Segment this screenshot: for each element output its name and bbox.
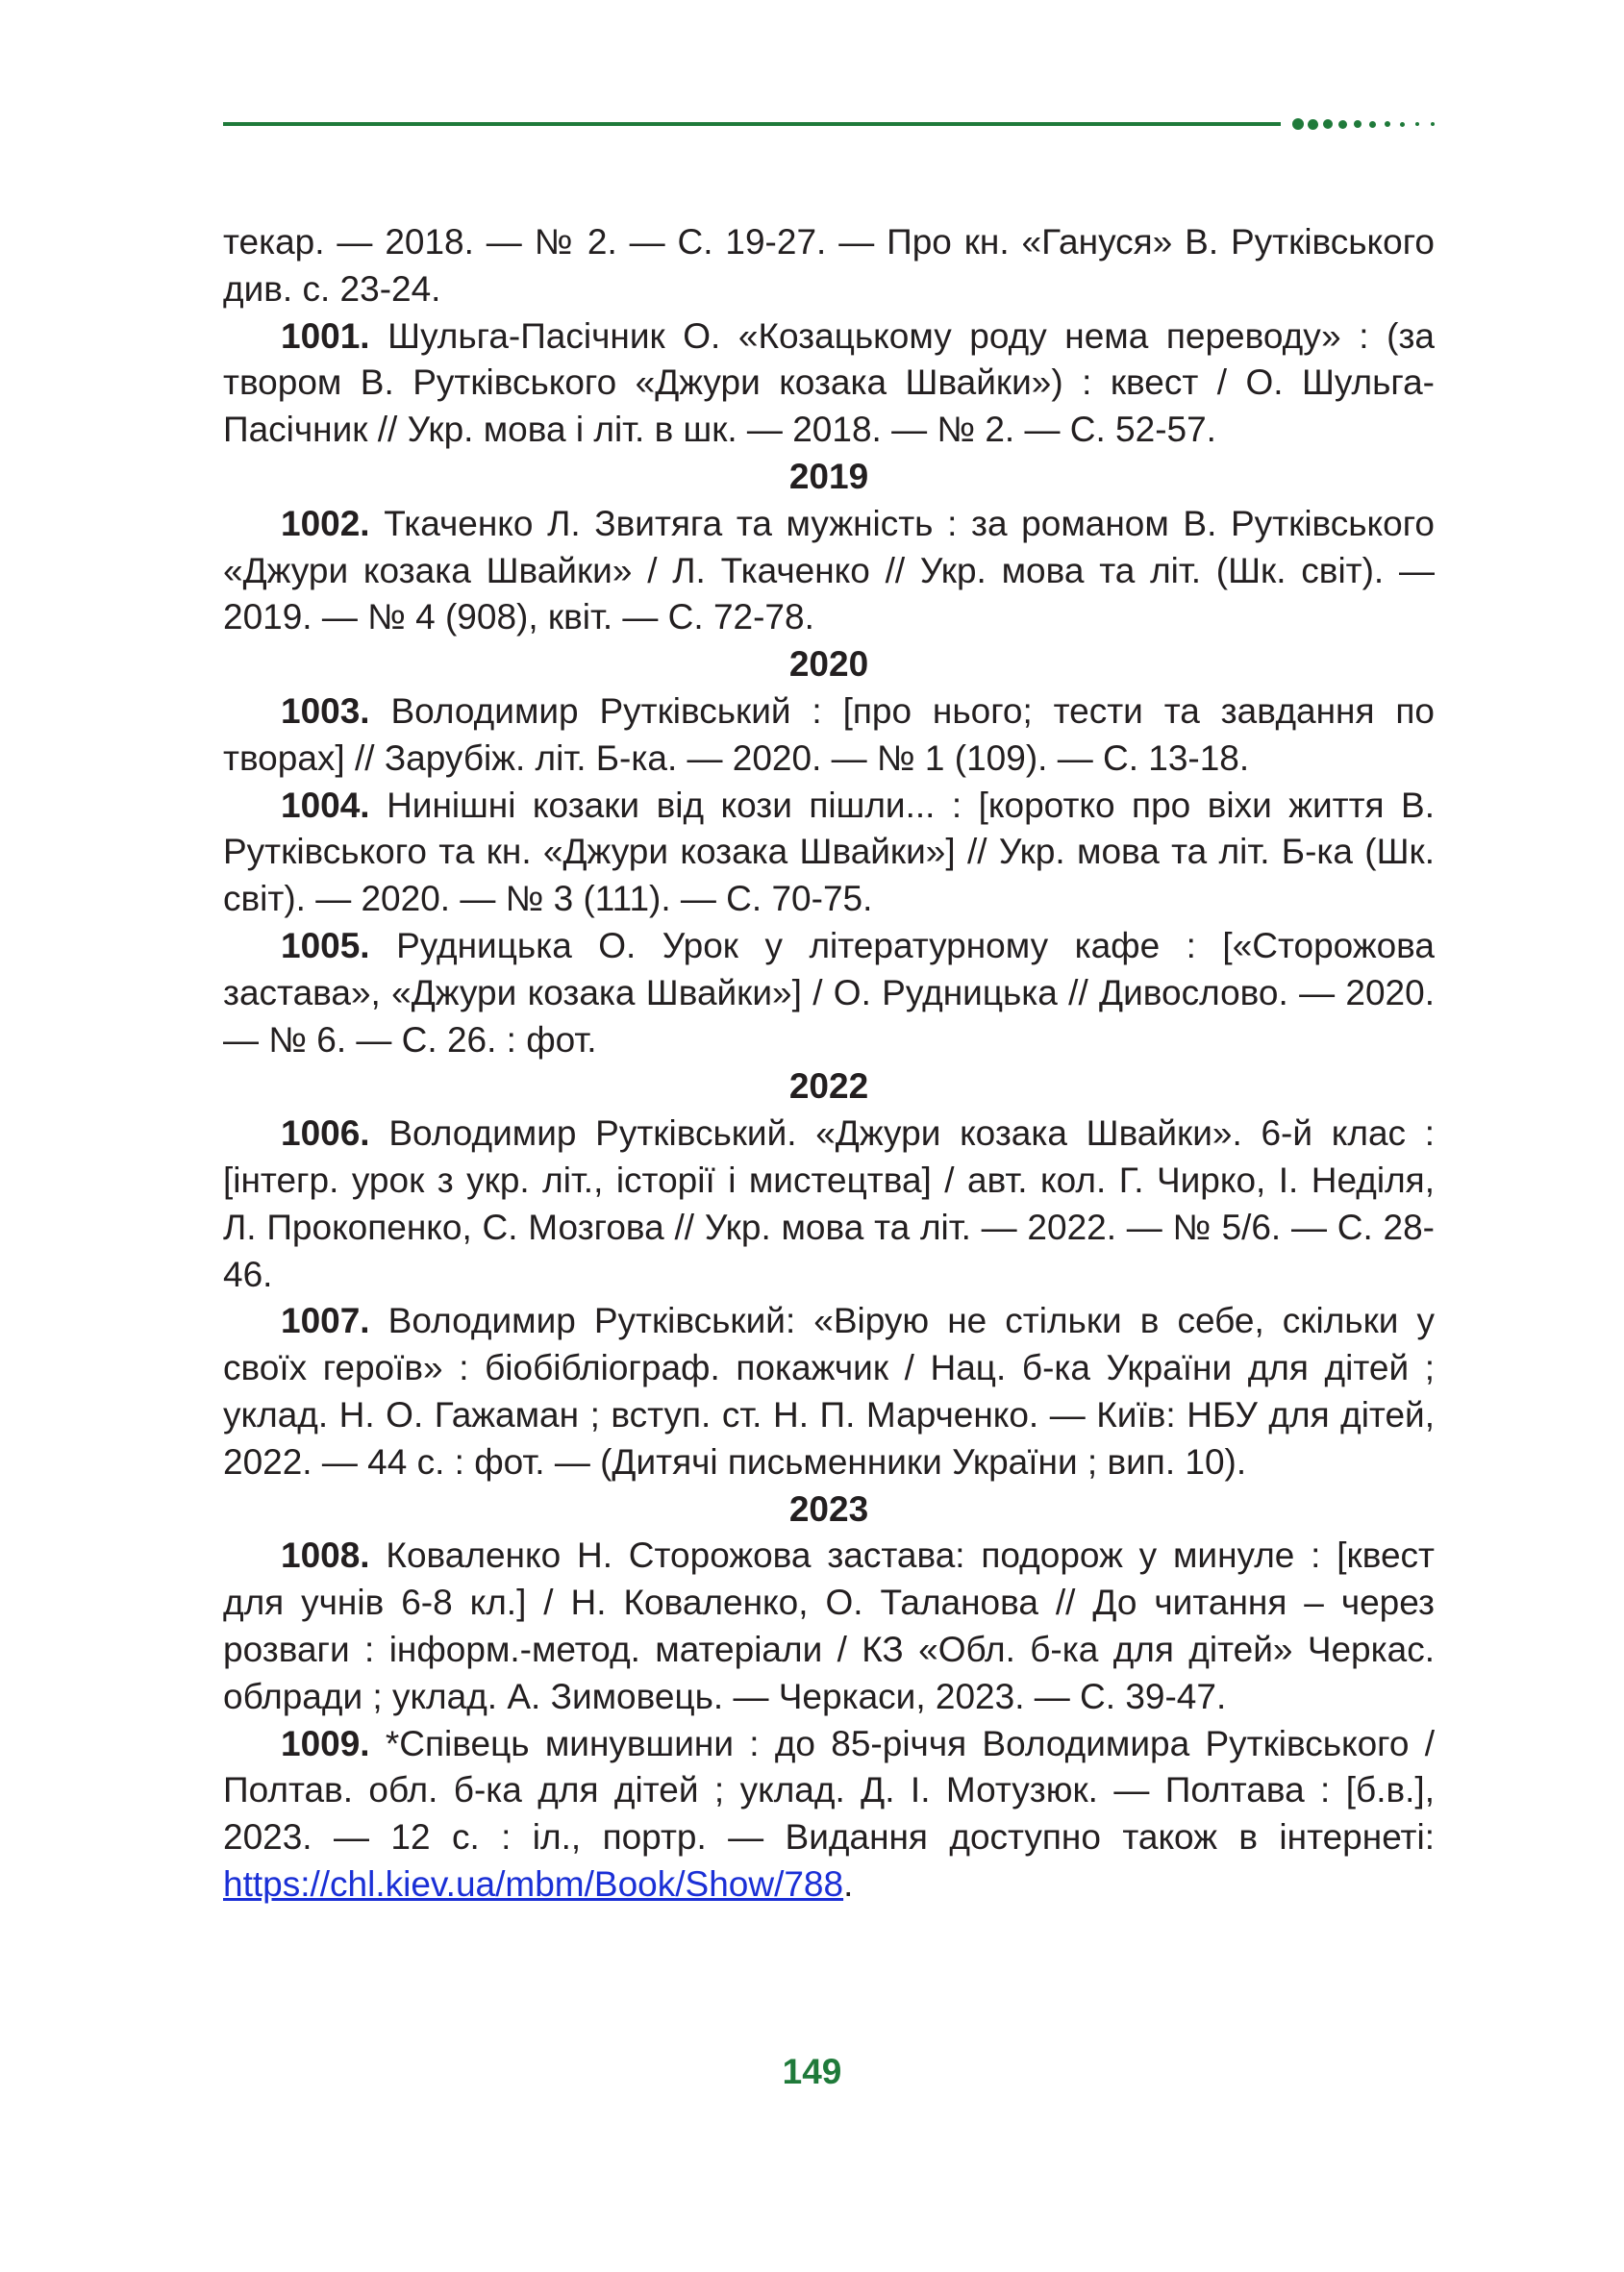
- year-heading: 2023: [788, 1488, 869, 1529]
- bibliography-entry: [223, 923, 1435, 1063]
- entry-text: Нинішні козаки від кози пішли... : [коротко про віхи життя В. Рутківського та кн. «Джури козака Швайки»] // Укр. мова та літ. Б-ка (Шк. світ). — 2020. — № 3 (111). — С. 70-75.: [223, 785, 1435, 919]
- year-heading: 2020: [788, 644, 869, 685]
- entry-tail: .: [843, 1863, 854, 1904]
- entry-text: Володимир Рутківський : [про нього; тести та завдання по творах] // Зарубіж. літ. Б-ка. — 2020. — № 1 (109). — С. 13-18.: [223, 690, 1436, 778]
- rule-dot: [1415, 122, 1419, 126]
- entry-link[interactable]: https://chl.kiev.ua/mbm/Book/Show/788: [223, 1863, 844, 1904]
- entry-number: 1001.: [281, 315, 370, 356]
- bibliography-entry: [223, 783, 1435, 923]
- entry-text: Ткаченко Л. Звитяга та мужність : за романом В. Рутківського «Джури козака Швайки» / Л. Ткаченко // Укр. мова та літ. (Шк. світ). — 2019. — № 4 (908), квіт. — С. 72-78.: [223, 503, 1435, 637]
- entry-text: Володимир Рутківський. «Джури козака Швайки». 6-й клас : [інтегр. урок з укр. літ., історії і мистецтва] / авт. кол. Г. Чирко, І. Неділя, Л. Прокопенко, С. Мозгова // Укр. мова та літ. — 2022. — № 5/6. — С. 28-46.: [223, 1113, 1436, 1294]
- rule-dot: [1354, 120, 1362, 128]
- page-number: 149: [782, 2052, 842, 2091]
- rule-dot: [1292, 118, 1304, 130]
- bibliography-entry: [223, 1111, 1435, 1298]
- rule-dot: [1400, 122, 1405, 127]
- entry-number: 1007.: [281, 1301, 370, 1341]
- entry-text: Шульга-Пасічник О. «Козацькому роду нема переводу» : (за твором В. Рутківського «Джури козака Швайки») : квест / О. Шульга-Пасічник // Укр. мова і літ. в шк. — 2018. — № 2. — С. 52-57.: [223, 315, 1435, 450]
- bibliography-entry: [223, 688, 1435, 783]
- entry-number: 1004.: [281, 785, 370, 825]
- entry-number: 1005.: [281, 925, 370, 965]
- rule-dot: [1385, 121, 1390, 127]
- bibliography-entry: [223, 1298, 1435, 1486]
- header-rule: [223, 115, 1435, 133]
- entry-text: Коваленко Н. Сторожова застава: подорож у минуле : [квест для учнів 6-8 кл.] / Н. Коваленко, О. Таланова // До читання – через розваги : інформ.-метод. матеріали / КЗ «Обл. б-ка для дітей» Черкас. облради ; уклад. А. Зимовець. — Черкаси, 2023. — С. 39-47.: [223, 1535, 1436, 1716]
- bibliography-list: [223, 219, 1435, 1909]
- entry-number: 1006.: [281, 1113, 370, 1154]
- rule-dot: [1323, 119, 1333, 129]
- entry-text: Володимир Рутківський: «Вірую не стільки в себе, скільки у своїх героїв» : біобібліограф. покажчик / Нац. б-ка України для дітей ; уклад. Н. О. Гажаман ; вступ. ст. Н. П. Марченко. — Київ: НБУ для дітей, 2022. — 44 с. : фот. — (Дитячі письменники України ; вип. 10).: [223, 1301, 1435, 1482]
- rule-dot: [1431, 122, 1435, 126]
- year-heading: 2019: [788, 456, 869, 496]
- header-rule-line: [223, 122, 1281, 126]
- bibliography-entry: [223, 501, 1435, 641]
- rule-dot: [1338, 120, 1347, 129]
- entry-number: 1009.: [281, 1723, 370, 1763]
- entry-text: *Співець минувшини : до 85-річчя Володимира Рутківського / Полтав. обл. б-ка для дітей ; уклад. Д. І. Мотузюк. — Полтава : [б.в.], 2023. — 12 с. : іл., портр. — Видання доступно також в інтернеті:: [223, 1723, 1435, 1858]
- entry-number: 1002.: [281, 503, 370, 543]
- year-heading: 2022: [788, 1066, 869, 1107]
- entry-number: 1008.: [281, 1535, 370, 1576]
- bibliography-entry: [223, 1533, 1435, 1720]
- rule-dot: [1308, 119, 1318, 130]
- rule-dot: [1369, 121, 1376, 128]
- entry-number: 1003.: [281, 690, 370, 731]
- continuation-text: текар. — 2018. — № 2. — С. 19-27. — Про кн. «Гануся» В. Рутківського див. с. 23-24.: [223, 222, 1435, 309]
- bibliography-entry: [223, 313, 1435, 454]
- bibliography-entry: [223, 1721, 1435, 1909]
- entry-text: Рудницька О. Урок у літературному кафе : [«Сторожова застава», «Джури козака Швайки»] / О. Рудницька // Дивослово. — 2020. — № 6. — С. 26. : фот.: [223, 925, 1435, 1060]
